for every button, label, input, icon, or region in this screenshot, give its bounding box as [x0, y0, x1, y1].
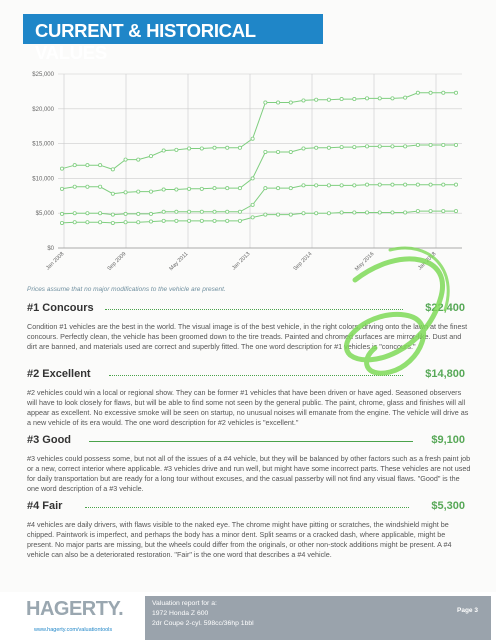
condition-value: $9,100 [431, 434, 465, 446]
data-point [327, 146, 330, 149]
data-point [264, 187, 267, 190]
data-point [429, 91, 432, 94]
data-point [276, 213, 279, 216]
data-point [73, 185, 76, 188]
data-point [111, 221, 114, 224]
data-point [60, 221, 63, 224]
data-point [149, 190, 152, 193]
data-point [213, 146, 216, 149]
data-point [340, 184, 343, 187]
data-point [111, 168, 114, 171]
data-point [175, 148, 178, 151]
data-point [124, 158, 127, 161]
header-bar [23, 14, 323, 63]
data-point [378, 145, 381, 148]
condition-description: #3 vehicles could possess some, but not all of the issues of a #4 vehicle, but they will be balanced by other factors such as a fresh paint job or a new, correct interior where applicable. #3 vehicles drive and run well, but might have some incorrect parts. These vehicles are not used for daily transportation but are ready for a long tour without excuses, and the casual passerby will not find any visual flaws. "Good" is the one word description of a #3 vehicle. [27, 454, 471, 493]
data-point [442, 210, 445, 213]
data-point [226, 219, 229, 222]
condition-description: #2 vehicles could win a local or regional show. They can be former #1 vehicles that have been driven or have aged. Seasoned observers will have to look closely for flaws, but will be able to find some not seen by the general public. The paint, chrome, glass and finishes will all appear as excellent. No excessive smoke will be seen on startup, no unusual noises will emanate from the engine. The vehicle will drive as a new vehicle of its era would. The one word description for #2 vehicles is "excellent." [27, 388, 469, 427]
data-point [149, 220, 152, 223]
condition-title: #1 Concours [27, 302, 94, 314]
data-point [276, 187, 279, 190]
data-point [213, 219, 216, 222]
series-line [62, 93, 456, 170]
data-point [378, 211, 381, 214]
data-point [60, 212, 63, 215]
data-point [238, 146, 241, 149]
data-point [404, 96, 407, 99]
data-point [404, 183, 407, 186]
data-point [365, 211, 368, 214]
data-point [429, 183, 432, 186]
x-tick-label: Jan 2008 [45, 251, 66, 272]
y-tick-label: $25,000 [32, 72, 54, 78]
data-point [442, 183, 445, 186]
data-point [442, 143, 445, 146]
data-point [276, 150, 279, 153]
data-point [137, 221, 140, 224]
condition-description: Condition #1 vehicles are the best in the world. The visual image is of the best vehicle, in the right colors, driving onto the lawn at the finest concours. Perfectly clean, the vehicle has been groomed down to the tire treads. Painted and chromed surfaces are mirror-like. Dust and dirt are banned, and materials used are correct and superbly fitted. The one word description for #1 vehicles is "concours." [27, 322, 468, 351]
data-point [226, 187, 229, 190]
data-point [378, 97, 381, 100]
data-point [99, 221, 102, 224]
data-point [162, 210, 165, 213]
x-tick-label: Jan 2018 [417, 251, 438, 272]
green-marker-scribble [330, 240, 460, 390]
data-point [391, 145, 394, 148]
data-point [302, 184, 305, 187]
data-point [391, 183, 394, 186]
x-tick-label: May 2011 [168, 251, 190, 273]
data-point [315, 146, 318, 149]
data-point [416, 183, 419, 186]
data-point [340, 211, 343, 214]
data-point [340, 145, 343, 148]
data-point [86, 212, 89, 215]
solid-rule [89, 441, 413, 442]
data-point [315, 184, 318, 187]
data-point [289, 187, 292, 190]
condition-value: $14,800 [425, 368, 465, 380]
data-point [365, 183, 368, 186]
data-point [289, 101, 292, 104]
vehicle-name: 1972 Honda Z 600 [152, 610, 209, 617]
x-tick-label: Jan 2013 [231, 251, 252, 272]
data-point [315, 212, 318, 215]
data-point [378, 183, 381, 186]
data-point [111, 192, 114, 195]
data-point [86, 221, 89, 224]
data-point [276, 101, 279, 104]
data-point [289, 150, 292, 153]
y-tick-label: $5,000 [35, 211, 54, 218]
data-point [124, 221, 127, 224]
data-point [365, 97, 368, 100]
data-point [124, 191, 127, 194]
data-point [187, 219, 190, 222]
data-point [200, 210, 203, 213]
condition-fair [27, 500, 473, 560]
data-point [149, 212, 152, 215]
data-point [187, 147, 190, 150]
data-point [213, 210, 216, 213]
data-point [404, 145, 407, 148]
data-point [353, 145, 356, 148]
data-point [200, 219, 203, 222]
data-point [99, 164, 102, 167]
page-number: Page 3 [457, 607, 478, 614]
data-point [99, 185, 102, 188]
data-point [264, 150, 267, 153]
data-point [86, 185, 89, 188]
y-tick-label: $10,000 [32, 176, 54, 183]
y-tick-label: $15,000 [32, 141, 54, 148]
data-point [454, 183, 457, 186]
data-point [162, 188, 165, 191]
data-point [73, 212, 76, 215]
data-point [251, 137, 254, 140]
data-point [264, 213, 267, 216]
data-point [353, 211, 356, 214]
data-point [60, 167, 63, 170]
dotted-rule [85, 507, 409, 508]
data-point [302, 212, 305, 215]
data-point [327, 212, 330, 215]
y-tick-label: $20,000 [32, 106, 54, 113]
condition-title: #2 Excellent [27, 368, 91, 380]
data-point [365, 145, 368, 148]
data-point [99, 212, 102, 215]
data-point [251, 177, 254, 180]
data-point [289, 213, 292, 216]
data-point [264, 101, 267, 104]
data-point [187, 210, 190, 213]
condition-value: $5,300 [431, 500, 465, 512]
data-point [302, 147, 305, 150]
data-point [149, 155, 152, 158]
condition-title: #3 Good [27, 434, 72, 446]
x-tick-label: Sep 2009 [106, 251, 128, 273]
data-point [416, 91, 419, 94]
data-point [213, 187, 216, 190]
data-point [73, 164, 76, 167]
x-tick-label: Sep 2014 [292, 251, 314, 273]
data-point [353, 184, 356, 187]
data-point [226, 146, 229, 149]
condition-description: #4 vehicles are daily drivers, with flaws visible to the naked eye. The chrome might have pitting or scratches, the windshield might be chipped. Paintwork is imperfect, and perhaps the body has a minor dent. Split seams or a cracked dash, where applicable, might be present. No major parts are missing, but the wheels could differ from the originals, or other non-stock additions might be present. A #4 vehicle can also be a deteriorated restoration. "Fair" is the one word that describes a #4 vehicle. [27, 520, 452, 559]
data-point [391, 97, 394, 100]
data-point [353, 97, 356, 100]
data-point [162, 149, 165, 152]
data-point [86, 164, 89, 167]
data-point [137, 212, 140, 215]
condition-good [27, 434, 473, 494]
data-point [454, 91, 457, 94]
data-point [404, 211, 407, 214]
data-point [238, 219, 241, 222]
data-point [124, 212, 127, 215]
data-point [327, 184, 330, 187]
data-point [416, 210, 419, 213]
series-line [62, 185, 456, 215]
data-point [302, 99, 305, 102]
data-point [187, 187, 190, 190]
data-point [442, 91, 445, 94]
data-point [175, 219, 178, 222]
vehicle-body: 2dr Coupe 2-cyl. 598cc/36hp 1bbl [152, 620, 254, 627]
data-point [175, 188, 178, 191]
data-point [429, 143, 432, 146]
data-point [60, 187, 63, 190]
y-tick-label: $0 [47, 246, 54, 252]
data-point [391, 211, 394, 214]
data-point [238, 187, 241, 190]
data-point [73, 221, 76, 224]
data-point [137, 158, 140, 161]
data-point [340, 97, 343, 100]
data-point [429, 210, 432, 213]
data-point [137, 190, 140, 193]
condition-value: $22,400 [425, 302, 465, 314]
hagerty-logo: HAGERTY. [26, 598, 124, 620]
data-point [175, 210, 178, 213]
data-point [327, 98, 330, 101]
data-point [162, 219, 165, 222]
data-point [200, 147, 203, 150]
x-tick-label: May 2016 [354, 251, 376, 273]
data-point [454, 210, 457, 213]
modification-note: Prices assume that no major modifications to the vehicle are present. [27, 286, 226, 293]
data-point [111, 213, 114, 216]
data-point [251, 216, 254, 219]
condition-title: #4 Fair [27, 500, 63, 512]
series-line [62, 145, 456, 194]
data-point [315, 98, 318, 101]
data-point [200, 187, 203, 190]
report-label: Valuation report for a: [152, 600, 217, 607]
data-point [226, 210, 229, 213]
footer-url-link[interactable]: www.hagerty.com/valuationtools [34, 627, 113, 633]
series-line [62, 211, 456, 223]
data-point [251, 203, 254, 206]
data-point [416, 143, 419, 146]
data-point [238, 210, 241, 213]
page-title: CURRENT & HISTORICAL VALUES [35, 20, 256, 63]
data-point [454, 143, 457, 146]
